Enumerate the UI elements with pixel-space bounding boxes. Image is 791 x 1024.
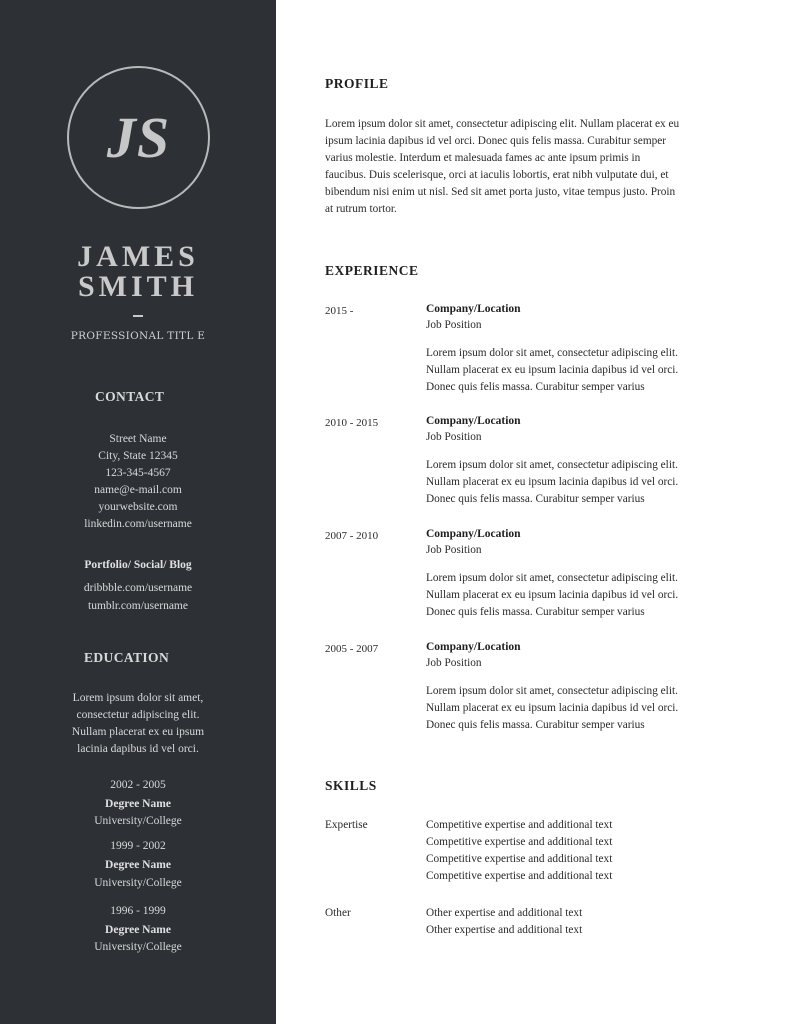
experience-desc-line: Lorem ipsum dolor sit amet, consectetur adipiscing elit. [426,459,678,471]
profile-line: at rutrum tortor. [325,203,397,215]
portfolio-dribbble: dribbble.com/username [83,582,193,594]
education-years: 2002 - 2005 [110,779,166,791]
professional-title: PROFESSIONAL TITL E [70,330,206,342]
education-degree: Degree Name [105,924,171,936]
sidebar [0,0,276,1024]
monogram: JS [106,105,171,170]
experience-date: 2010 - 2015 [325,417,379,429]
education-degree: Degree Name [105,798,171,810]
profile-line: faucibus. Duis scelerisque, orci at iaculis lobortis, erat nibh vulputate dui, et [325,169,669,181]
skills-heading: SKILLS [325,778,377,793]
monogram-circle [67,66,210,209]
skill-item: Competitive expertise and additional text [426,853,613,865]
education-school: University/College [94,941,182,953]
contact-email: name@e-mail.com [94,484,182,496]
education-summary-line: lacinia dapibus id vel orci. [77,743,199,755]
experience-date: 2005 - 2007 [325,643,379,655]
experience-desc-line: Nullam placerat ex eu ipsum lacinia dapibus id vel orci. [426,364,679,376]
experience-desc-line: Donec quis felis massa. Curabitur semper varius [426,493,645,505]
experience-date: 2015 - [325,305,354,317]
main-content [276,0,791,1024]
contact-linkedin: linkedin.com/username [84,518,192,530]
experience-company: Company/Location [426,415,521,427]
experience-desc-line: Lorem ipsum dolor sit amet, consectetur adipiscing elit. [426,572,678,584]
experience-position: Job Position [426,319,482,331]
education-years: 1999 - 2002 [110,840,166,852]
skill-item: Competitive expertise and additional text [426,836,613,848]
education-degree: Degree Name [105,859,171,871]
profile-line: varius molestie. Interdum et malesuada fames ac ante ipsum primis in [325,152,641,164]
first-name: JAMES [77,240,199,273]
experience-desc-line: Lorem ipsum dolor sit amet, consectetur adipiscing elit. [426,347,678,359]
experience-company: Company/Location [426,528,521,540]
education-school: University/College [94,815,182,827]
education-summary-line: Lorem ipsum dolor sit amet, [72,692,204,704]
profile-line: ipsum lacinia dapibus id vel orci. Donec quis felis massa. Curabitur semper [325,135,667,147]
skill-item: Competitive expertise and additional text [426,870,613,882]
experience-heading: EXPERIENCE [325,263,419,278]
education-years: 1996 - 1999 [110,905,166,917]
portfolio-tumblr: tumblr.com/username [88,600,188,612]
experience-desc-line: Lorem ipsum dolor sit amet, consectetur adipiscing elit. [426,685,678,697]
experience-position: Job Position [426,431,482,443]
experience-desc-line: Nullam placerat ex eu ipsum lacinia dapibus id vel orci. [426,476,679,488]
name-divider [133,315,143,317]
skill-category: Expertise [325,819,368,831]
experience-date: 2007 - 2010 [325,530,379,542]
experience-company: Company/Location [426,641,521,653]
experience-position: Job Position [426,657,482,669]
education-school: University/College [94,877,182,889]
contact-heading: CONTACT [95,389,165,404]
skill-item: Other expertise and additional text [426,924,583,936]
skill-category: Other [325,907,351,919]
experience-desc-line: Donec quis felis massa. Curabitur semper varius [426,381,645,393]
education-summary-line: consectetur adipiscing elit. [76,709,200,721]
experience-desc-line: Nullam placerat ex eu ipsum lacinia dapibus id vel orci. [426,589,679,601]
profile-line: bibendum nisi enim ut nisl. Sed sit amet porta justo, vitae tempus justo. Proin [325,186,676,198]
portfolio-heading: Portfolio/ Social/ Blog [84,559,192,571]
experience-position: Job Position [426,544,482,556]
profile-line: Lorem ipsum dolor sit amet, consectetur adipiscing elit. Nullam placerat ex eu [325,118,680,130]
contact-phone: 123-345-4567 [105,467,171,479]
contact-website: yourwebsite.com [98,501,178,513]
experience-desc-line: Donec quis felis massa. Curabitur semper varius [426,719,645,731]
experience-company: Company/Location [426,303,521,315]
education-heading: EDUCATION [84,650,170,665]
skill-item: Other expertise and additional text [426,907,583,919]
contact-city: City, State 12345 [98,450,178,462]
contact-street: Street Name [109,433,167,445]
last-name: SMITH [77,270,199,303]
experience-desc-line: Donec quis felis massa. Curabitur semper varius [426,606,645,618]
experience-desc-line: Nullam placerat ex eu ipsum lacinia dapibus id vel orci. [426,702,679,714]
education-summary-line: Nullam placerat ex eu ipsum [71,726,205,738]
skill-item: Competitive expertise and additional text [426,819,613,831]
profile-heading: PROFILE [325,76,389,91]
